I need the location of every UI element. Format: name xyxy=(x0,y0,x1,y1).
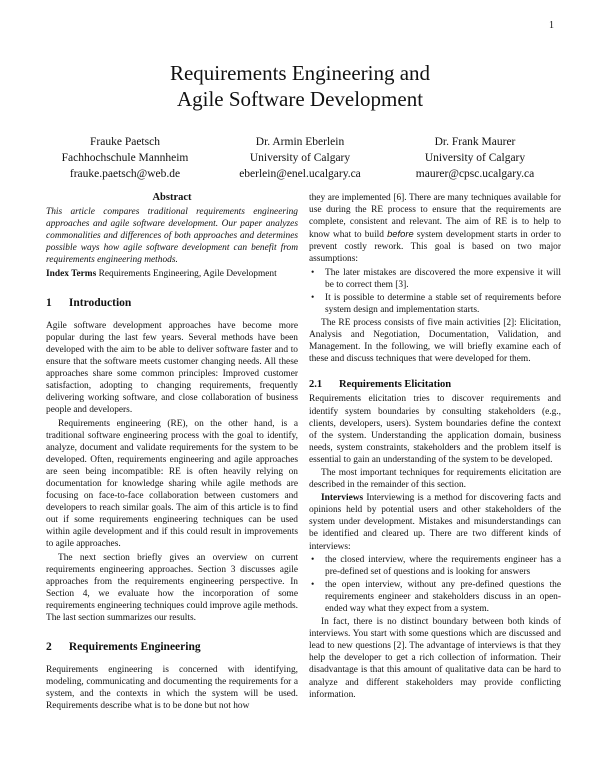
emphasis-before: before xyxy=(387,228,414,240)
index-terms xyxy=(46,268,298,280)
left-column xyxy=(46,192,298,714)
author-affiliation: University of Calgary xyxy=(249,152,351,164)
author-3 xyxy=(390,134,560,182)
interview-types-list xyxy=(309,554,561,615)
section-heading-introduction xyxy=(46,297,298,309)
list-item-text: the closed interview, where the requirements engineer has a pre-defined set of questions and is looking for answers xyxy=(325,554,561,577)
section-number: 1 xyxy=(46,296,52,309)
list-item-text: the open interview, without any pre-defined questions the requirements engineer and stakeholders discuss in an open-ended way what they expect from a system. xyxy=(325,579,561,614)
author-affiliation: University of Calgary xyxy=(424,152,526,164)
author-name: Dr. Armin Eberlein xyxy=(255,136,345,148)
abstract xyxy=(46,192,298,267)
section-heading-requirements-engineering xyxy=(46,641,298,653)
section-title: Requirements Elicitation xyxy=(339,379,452,391)
author-1 xyxy=(40,134,210,182)
bullet-icon: • xyxy=(311,292,315,303)
list-item-text: The later mistakes are discovered the more expensive it will be to correct them [3]. xyxy=(325,267,561,290)
index-terms-text: Requirements Engineering, Agile Development xyxy=(98,268,277,279)
author-affiliation: Fachhochschule Mannheim xyxy=(61,152,189,164)
interviews-label: Interviews xyxy=(321,493,364,504)
paragraph-text: they are implemented [6]. There are many techniques available for use during the RE process to ensure that the requirements are complete, consistent and relevant. The aim of RE is to help to know what to build xyxy=(309,193,561,241)
bullet-icon: • xyxy=(311,267,315,278)
paragraph: In fact, there is no distinct boundary between both kinds of interviews. You start with some questions which are discussed and lead to new questions [2]. The advantage of interviews is that they help the developer to get a rich collection of information. Their disadvantage is that this amount of qualitative data can be hard to analyze and different stakeholders may provide conflicting information. xyxy=(309,617,561,700)
bullet-icon: • xyxy=(311,554,315,565)
paragraph: The RE process consists of five main activities [2]: Elicitation, Analysis and Negotiation, Documentation, Validation, and Management. In the following, we will briefly examine each of these and discuss techniques that were developed for them. xyxy=(309,317,561,365)
author-name: Frauke Paetsch xyxy=(90,136,160,148)
list-item xyxy=(311,292,561,316)
abstract-heading: Abstract xyxy=(152,192,192,203)
author-2 xyxy=(215,134,385,182)
paragraph-text: system development starts in order to prevent costly rework. This goal is based on two major assumptions: xyxy=(309,230,561,265)
assumption-list xyxy=(309,267,561,316)
paragraph: Requirements elicitation tries to discover requirements and identify system boundaries by consulting stakeholders (e.g., clients, developers, users). System boundaries define the context of the system. Understanding the application domain, business needs, system constraints, stakeholders and the problem itself is essential to gain an understanding of the system to be developed. xyxy=(309,394,561,465)
abstract-text: This article compares traditional requirements engineering approaches and agile software development. Our paper analyzes commonalities and differences of both approaches and determines possible ways how agile software development can benefit from requirements engineering methods. xyxy=(46,207,298,266)
paragraph xyxy=(309,492,561,552)
section-title: Requirements Engineering xyxy=(68,641,201,654)
author-email[interactable]: maurer@cpsc.ucalgary.ca xyxy=(415,168,535,180)
paragraph: The next section briefly gives an overview on current requirements engineering approaches. Section 3 discusses agile approaches from the requirements engineering perspective. In Section 4, we evaluate how the incorporation of some requirements engineering techniques could improve agile methods. The last section summarizes our results. xyxy=(46,552,298,623)
paragraph: Requirements engineering (RE), on the other hand, is a traditional software engineering process with the goal to identify, analyze, document and validate requirements for the system to be developed. Often, requirements engineering and agile approaches are seen being incompatible: RE is often heavily relying on documentation for knowledge sharing while agile methods are focusing on face-to-face collaboration between customers and developers to reach similar goals. The aim of this article is to find out if some requirements engineering techniques can be used within agile development and if this could result in improvements to agile approaches. xyxy=(46,418,298,550)
index-terms-label: Index Terms xyxy=(46,268,97,279)
list-item xyxy=(311,579,561,615)
subsection-heading-elicitation xyxy=(309,379,561,391)
section-number: 2 xyxy=(46,641,52,654)
paragraph-text: Interviewing is a method for discovering facts and opinions held by potential users and other stakeholders of the system under development. Mistakes and misunderstandings can be identified and cleared up. There are two different kinds of interviews: xyxy=(309,493,561,552)
paragraph: Requirements engineering is concerned with identifying, modeling, communicating and documenting the requirements for a system, and the contexts in which the system will be used. Requirements describe what is to be done but not how xyxy=(46,665,298,712)
section-title: Introduction xyxy=(68,296,132,309)
section-number: 2.1 xyxy=(309,379,323,391)
title-line-1: Requirements Engineering and xyxy=(169,61,431,85)
title-line-2: Agile Software Development xyxy=(176,87,424,111)
page-number: 1 xyxy=(549,20,554,31)
author-name: Dr. Frank Maurer xyxy=(434,136,516,148)
paragraph: Agile software development approaches have become more popular during the last few years. Several methods have been developed with the aim to be able to deliver software faster and to ensure that the software meets customer changing needs. All these approaches share some common principles: Improved customer satisfaction, adopting to changing requirements, frequently delivering working software, and close collaboration of business people and developers. xyxy=(46,320,298,416)
list-item xyxy=(311,554,561,578)
bullet-icon: • xyxy=(311,579,315,590)
paper-title xyxy=(0,60,600,112)
list-item xyxy=(311,267,561,291)
list-item-text: It is possible to determine a stable set of requirements before system design and implementation starts. xyxy=(325,292,561,315)
right-column xyxy=(309,192,561,702)
paragraph: The most important techniques for requirements elicitation are described in the remainder of this section. xyxy=(309,467,561,491)
author-email[interactable]: frauke.paetsch@web.de xyxy=(69,168,181,180)
author-email[interactable]: eberlein@enel.ucalgary.ca xyxy=(239,168,361,180)
paragraph xyxy=(309,192,561,266)
author-block xyxy=(40,134,560,182)
